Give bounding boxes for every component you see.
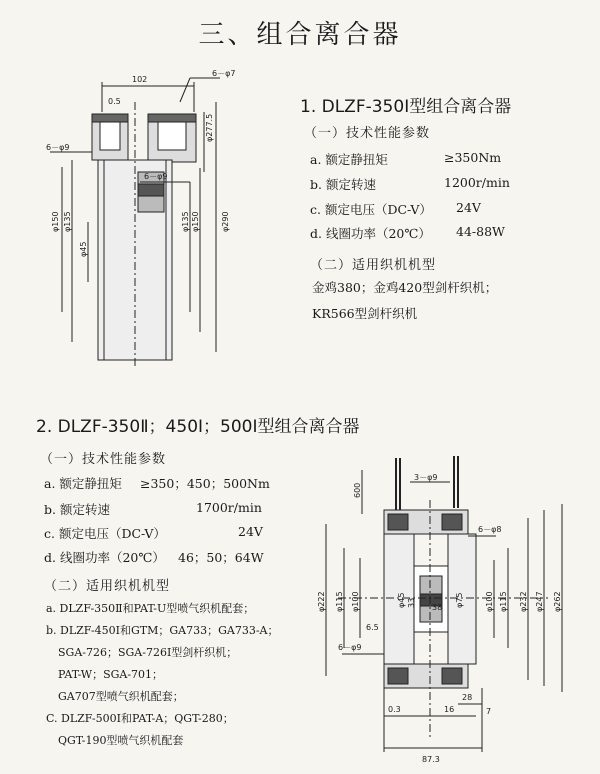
dim-16: 16 — [444, 705, 455, 714]
spec-label: d. 线圈功率（20℃） — [310, 226, 431, 241]
spec-value: ≥350；450；500Nm — [140, 476, 270, 491]
dim-6-5: 6.5 — [366, 623, 379, 632]
dim-phi100-left: φ100 — [351, 591, 360, 612]
spec-label: a. 额定静扭矩 — [310, 152, 388, 167]
section1-spec-d — [310, 224, 590, 242]
spec-label: a. 额定静扭矩 — [44, 476, 122, 491]
dim-phi45: φ45 — [397, 592, 406, 608]
section2-machine-5: GA707型喷气织机配套； — [58, 690, 184, 703]
dim-phi277-5: φ277.5 — [205, 113, 214, 142]
spec-label: c. 额定电压（DC-V） — [310, 202, 432, 217]
section2-title: 2. DLZF-350Ⅱ；450Ⅰ；500Ⅰ型组合离合器 — [36, 417, 360, 437]
spec-value: 24V — [456, 200, 481, 215]
section2-machine-6: C. DLZF-500Ⅰ和PAT-A；QGT-280； — [46, 712, 234, 725]
section2-machine-2: b. DLZF-450Ⅰ和GTM；GA733；GA733-A； — [46, 624, 279, 637]
spec-value: 1200r/min — [444, 175, 510, 190]
dim-phi222: φ222 — [317, 591, 326, 612]
dim-38: 38 — [432, 603, 443, 612]
section2-machine-7: QGT-190型喷气织机配套 — [58, 734, 184, 747]
section2-spec-d — [44, 548, 284, 566]
spec-value: 1700r/min — [196, 500, 262, 515]
spec-label: b. 额定转速 — [310, 177, 376, 192]
section2-spec-b — [44, 500, 284, 518]
dim-phi232: φ232 — [519, 591, 528, 612]
section2-machine-heading: （二）适用织机机型 — [44, 579, 171, 594]
dim-600: 600 — [353, 482, 362, 498]
dim-0-5: 0.5 — [108, 97, 121, 106]
dim-6-phi8: 6－φ8 — [478, 525, 502, 534]
dim-7: 7 — [486, 707, 492, 716]
dim-phi150-right: φ150 — [191, 211, 200, 232]
page-title: 三、组合离合器 — [198, 20, 402, 50]
dim-28: 28 — [462, 693, 473, 702]
section2-machine-3: SGA-726；SGA-726Ⅰ型剑杆织机； — [58, 646, 238, 659]
dim-0-3: 0.3 — [388, 705, 401, 714]
section2-spec-c — [44, 524, 284, 542]
dim-phi290: φ290 — [221, 211, 230, 232]
section1-spec-a — [310, 150, 590, 168]
clutch-drawing-2 — [318, 448, 586, 768]
dim-33: 33 — [407, 597, 416, 608]
spec-label: b. 额定转速 — [44, 502, 110, 517]
dim-phi247: φ247 — [535, 591, 544, 612]
dim-phi45: φ45 — [79, 241, 88, 257]
section1-title: 1. DLZF-350Ⅰ型组合离合器 — [300, 97, 512, 117]
spec-value: 44-88W — [456, 224, 505, 239]
section2-machine-4: PAT-W；SGA-701； — [58, 668, 164, 681]
section1-tech-heading: （一）技术性能参数 — [304, 126, 431, 141]
section1-machine-1: 金鸡380；金鸡420型剑杆织机； — [312, 280, 498, 295]
dim-87-3: 87.3 — [422, 755, 440, 764]
dim-3-phi9: 3－φ9 — [414, 473, 438, 482]
section1-machine-2: KR566型剑杆织机 — [312, 306, 418, 321]
clutch-drawing-1 — [40, 69, 280, 372]
section2-machine-1: a. DLZF-350Ⅱ和PAT-U型喷气织机配套； — [46, 602, 255, 615]
dim-6-phi9-left: 6－φ9 — [46, 143, 70, 152]
spec-label: c. 额定电压（DC-V） — [44, 526, 166, 541]
section1-machine-heading: （二）适用织机机型 — [310, 258, 437, 273]
dim-phi150-left: φ150 — [51, 211, 60, 232]
dim-6-phi9-center: 6－φ9 — [144, 172, 168, 181]
dim-102: 102 — [132, 75, 148, 84]
section2-spec-a — [44, 474, 284, 492]
section1-spec-c — [310, 200, 590, 218]
spec-value: 24V — [238, 524, 263, 539]
section2-tech-heading: （一）技术性能参数 — [40, 452, 167, 467]
spec-label: d. 线圈功率（20℃） — [44, 550, 165, 565]
dim-phi135-right: φ135 — [181, 211, 190, 232]
section1-spec-b — [310, 175, 590, 193]
dim-phi115-right: φ115 — [499, 591, 508, 612]
dim-phi115-left: φ115 — [335, 591, 344, 612]
dim-phi100-right: φ100 — [485, 591, 494, 612]
dim-6-phi7: 6－φ7 — [212, 69, 236, 78]
dim-phi75: φ75 — [455, 592, 464, 608]
dim-6-phi9: 6－φ9 — [338, 643, 362, 652]
dim-phi262: φ262 — [553, 591, 562, 612]
spec-value: 46；50；64W — [178, 550, 264, 565]
dim-phi135-left: φ135 — [63, 211, 72, 232]
spec-value: ≥350Nm — [444, 150, 502, 165]
